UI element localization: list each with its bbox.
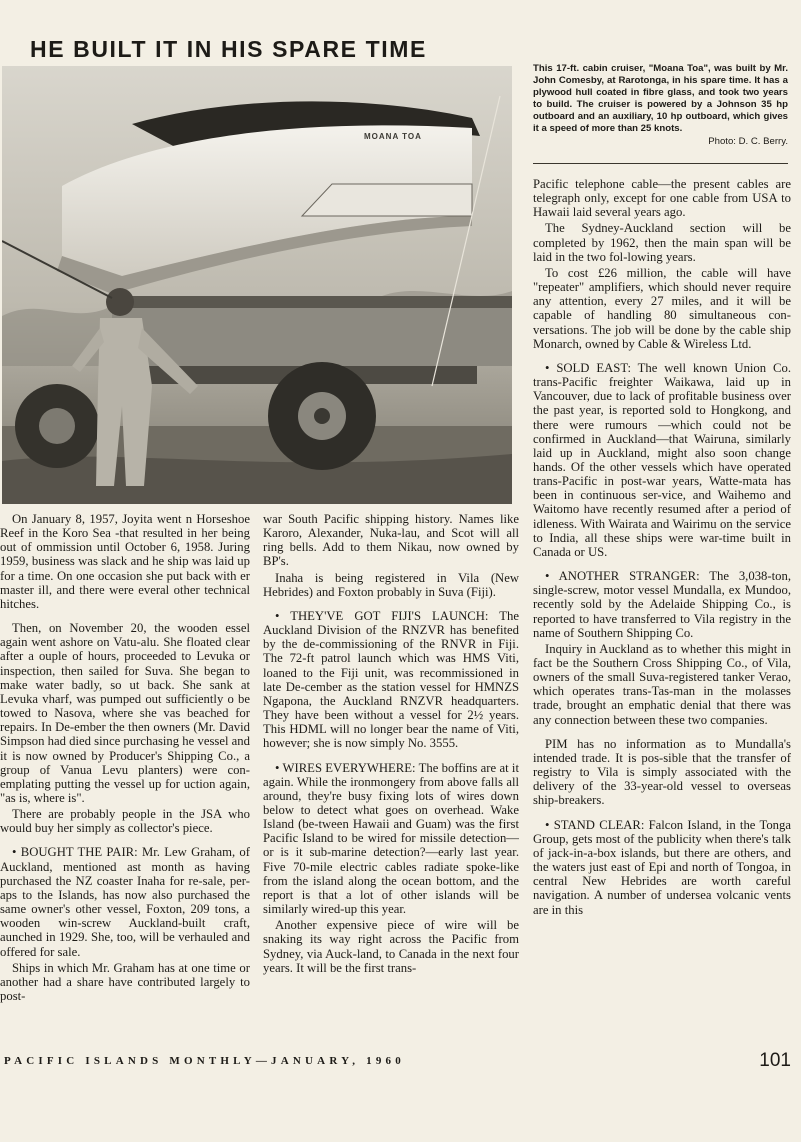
paragraph: • BOUGHT THE PAIR: Mr. Lew Graham, of Auckland, mentioned ast month as having purchased the NZ coaster Inaha for re-sale, per-aps to the Islands, has now also purchased the same owner's other vessel, Foxton, 209 tons, a wooden win-screw Auckland-built craft, aunched in 1929. She, too, will be verhauled and offered for sale. xyxy=(0,845,250,959)
hull-name-label: MOANA TOA xyxy=(364,132,422,141)
paragraph: On January 8, 1957, Joyita went n Horseshoe Reef in the Koro Sea -that resulted in her being out of ommission until October 6, 1958. Juring 1959, business was slack and he ship was laid up for a time. On one occasion she put back with er master ill, and there were everal other technical hitches. xyxy=(0,512,250,611)
text-column-1 xyxy=(0,512,250,1040)
photo-caption xyxy=(533,63,788,148)
paragraph: Ships in which Mr. Graham has at one time or another had a share have contributed largely to post- xyxy=(0,960,250,1003)
paragraph: Inaha is being registered in Vila (New Hebrides) and Foxton probably in Suva (Fiji). xyxy=(263,570,519,599)
paragraph: There are probably people in the JSA who would buy her simply as collector's piece. xyxy=(0,807,250,836)
photo-credit: Photo: D. C. Berry. xyxy=(708,135,788,147)
paragraph: The Sydney-Auckland section will be completed by 1962, then the main span will be laid in the two fol-lowing years. xyxy=(533,221,791,264)
caption-text: This 17-ft. cabin cruiser, "Moana Toa", was built by Mr. John Comesby, at Rarotonga, in his spare time. It has a plywood hull coated in fibre glass, and took two years to build. The cruiser is powered by a Johnson 35 hp outboard and an auxiliary, 10 hp outboard, which gives it a speed of more than 25 knots. xyxy=(533,63,788,135)
caption-divider xyxy=(533,163,788,164)
headline: HE BUILT IT IN HIS SPARE TIME xyxy=(30,36,427,62)
paragraph: PIM has no information as to Mundalla's intended trade. It is pos-sible that the transfer of registry to Vila is simply associated with the delivery of the 33-year-old vessel to overseas ship-breakers. xyxy=(533,736,791,808)
page-footer xyxy=(0,1052,801,1072)
text-column-2 xyxy=(263,512,519,1040)
page-number: 101 xyxy=(759,1050,791,1071)
paragraph: • THEY'VE GOT FIJI'S LAUNCH: The Auckland Division of the RNZVR has benefited by the de-commissioning of the RNVR in Fiji. The 72-ft patrol launch which was HMS Viti, loaned to the Fiji unit, was recommissioned in late De-cember as the station vessel for HMNZS Ngapona, the Auckland RNZVR headquarters. They have been without a vessel for 2½ years. This HDML will no longer bear the name of Viti, however; she is now simply No. 3555. xyxy=(263,608,519,751)
text-column-3 xyxy=(533,177,791,1041)
paragraph: Pacific telephone cable—the present cables are telegraph only, except for one cable from USA to Hawaii laid several years ago. xyxy=(533,177,791,220)
boat-photo xyxy=(2,66,512,504)
running-head: PACIFIC ISLANDS MONTHLY—JANUARY, 1960 xyxy=(4,1055,405,1067)
paragraph: To cost £26 million, the cable will have "repeater" amplifiers, which should never require any attention, every 27 miles, and it will be capable of handling 80 simultaneous con-versations. The job will be done by the cable ship Monarch, owned by Cable & Wireless Ltd. xyxy=(533,265,791,351)
paragraph: Then, on November 20, the wooden essel again went ashore on Vatu-alu. She floated clear after a ouple of hours, proceeded to Levuka or inspection, then sailed for Suva. She began to make water badly, so ut back. She sank at Levuka vharf, was pumped out sufficiently o be towed to Nasova, where she vas beached for repairs. In De-ember the then owners (Mr. David Simpson had died since purchasing he vessel and it is now owned by Producer's Shipping Co., a group of Vanua Levu planters) were con-emplating putting the vessel up for uction again, "as is, where is". xyxy=(0,621,250,805)
paragraph: Another expensive piece of wire will be snaking its way right across the Pacific from Sydney, via Auck-land, to Canada in the next four years. It will be the first trans- xyxy=(263,918,519,975)
paragraph: war South Pacific shipping history. Names like Karoro, Alexander, Nuka-lau, and Scot will all ring bells. Add to them Nikau, now owned by BP's. xyxy=(263,512,519,569)
paragraph: • SOLD EAST: The well known Union Co. trans-Pacific freighter Waikawa, laid up in Vancouver, due to lack of profitable business over the past year, is reported sold to Hongkong, and there were rumours —which could not be confirmed in Auckland—that Wairuna, similarly laid up in Auckland, might also soon change hands. Of the other vessels which have operated trans-Pacific in post-war years, Watte-mata has been in continuous ser-vice, and Waihemo and Waitomo have recently resumed after a period of idleness. With Wairata and Wairimu on the service to India, all these ships were war-time built in Canada or US. xyxy=(533,360,791,559)
paragraph: Inquiry in Auckland as to whether this might in fact be the Southern Cross Shipping Co., of Vila, owners of the small Suva-registered tanker Verao, which operates trans-Tas-man in the molasses trade, brought an emphatic denial that there was any connection between these two companies. xyxy=(533,641,791,727)
paragraph: • ANOTHER STRANGER: The 3,038-ton, single-screw, motor vessel Mundalla, ex Mundoo, recently sold by the Adelaide Shipping Co., is reported to have transferred to Vila registry in the name of Southern Shipping Co. xyxy=(533,569,791,640)
paragraph: • STAND CLEAR: Falcon Island, in the Tonga Group, gets most of the publicity when there's talk of jack-in-a-box islands, but there are others, and the waters just east of Epi and north of Tongoa, in central New Hebrides are worth careful navigation. A number of undersea volcanic vents are in this xyxy=(533,817,791,917)
paragraph: • WIRES EVERYWHERE: The boffins are at it again. While the ironmongery from above falls all around, they're busy fixing lots of wires down below to detect what goes on overhead. Wake Island (be-tween Hawaii and Guam) was the first Pacific Island to be wired for missile detection—or is it sub-marine detection?—early last year. Five 70-mile electric cables radiate spoke-like from the island along the ocean bottom, and the report is that a lot of other islands will be similarly wired-up this year. xyxy=(263,760,519,917)
